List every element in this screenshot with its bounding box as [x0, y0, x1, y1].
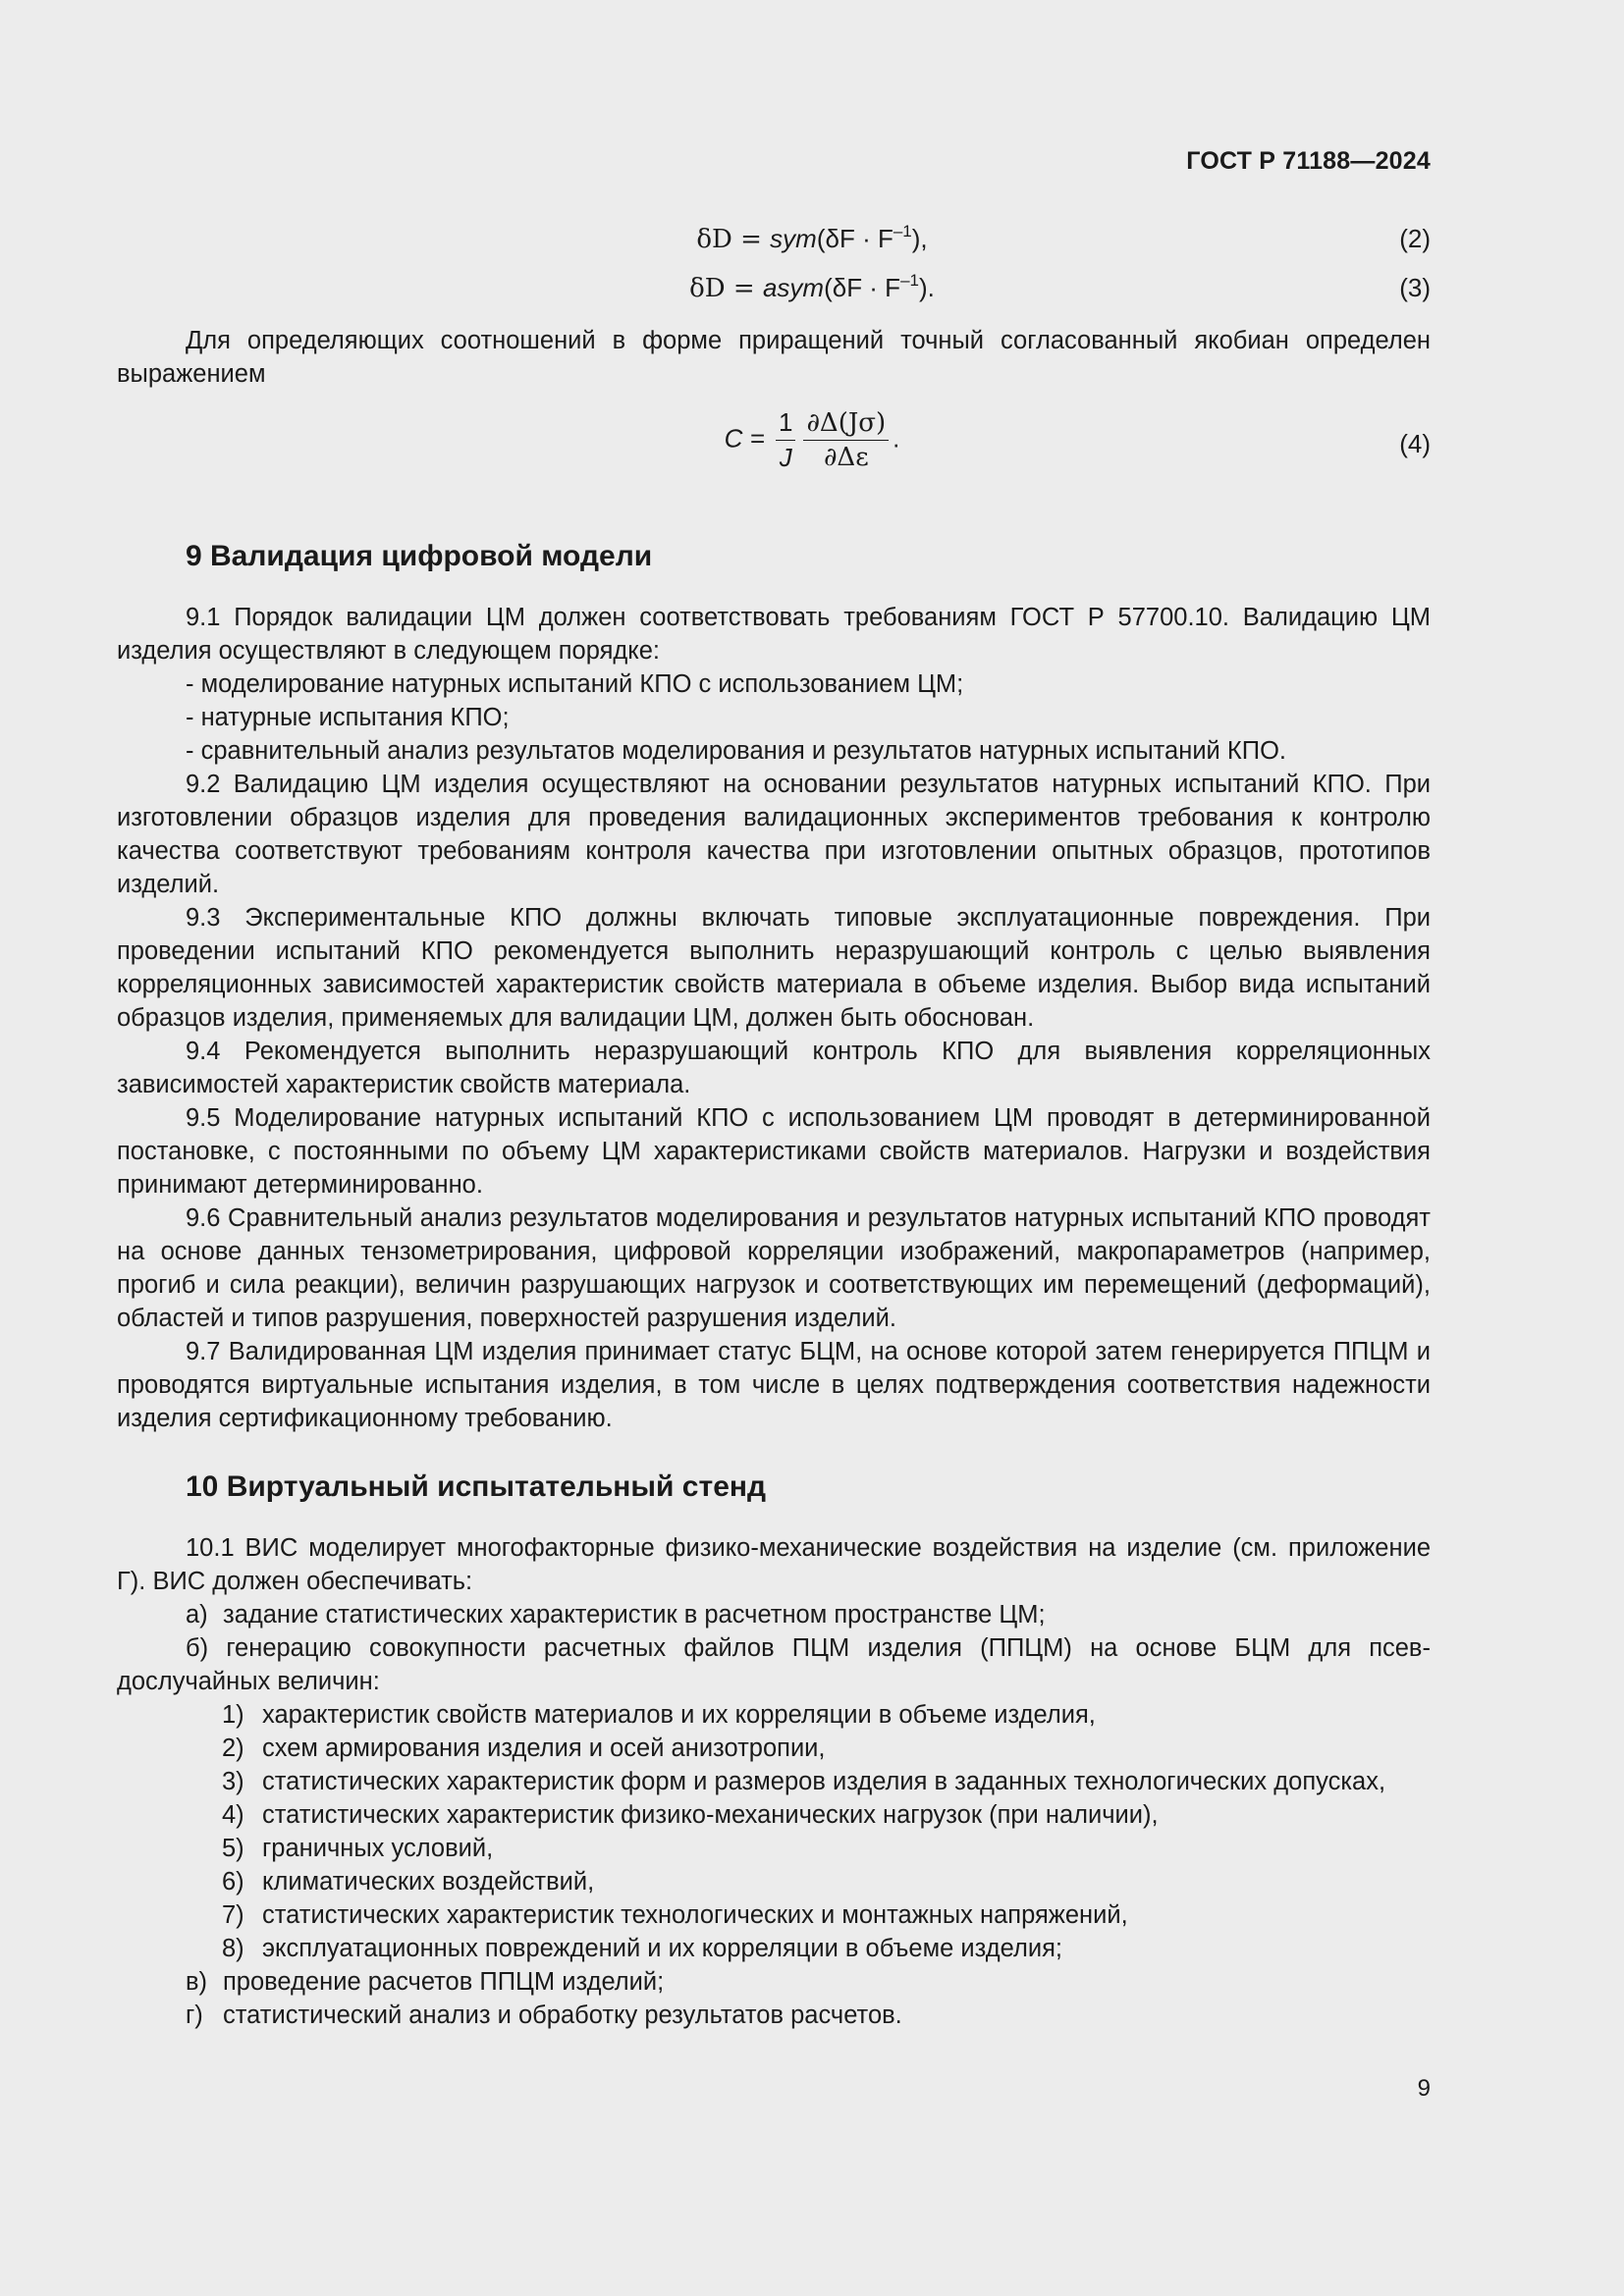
sublist-text: характеристик свойств материалов и их корреляции в объеме изделия,: [262, 1701, 1096, 1729]
intro-paragraph: Для определяющих соотношений в форме приращений точный согласованный якобиан определен выражением: [117, 327, 1431, 388]
formula-4-frac2-bottom: ∂Δε: [823, 443, 869, 472]
item-a-text: задание статистических характеристик в расчетном пространстве ЦМ;: [223, 1601, 1046, 1629]
section-10-title: 10 Виртуальный испытательный стенд: [186, 1470, 767, 1503]
item-v-marker: в): [186, 1968, 208, 1996]
sublist-text: эксплуатационных повреждений и их корреляции в объеме изделия;: [262, 1935, 1062, 1962]
formula-3-func: asym: [762, 273, 825, 302]
formula-4-frac1-bottom: J: [779, 443, 792, 472]
section-9-p5: 9.5 Моделирование натурных испытаний КПО с использованием ЦМ проводят в детерминированной постановке, с постоянными по объему ЦМ характеристиками свойств материалов. Нагрузки и воздействия принимают детерминированно.: [117, 1104, 1431, 1199]
section-9-heading-block: [117, 540, 1431, 573]
section-9-item-1: - моделирование натурных испытаний КПО с использованием ЦМ;: [186, 670, 964, 698]
document-id: ГОСТ Р 71188—2024: [1186, 147, 1431, 175]
section-10-sublist: [117, 1698, 1431, 1965]
intro-block: [117, 324, 1431, 391]
formula-2-sup: –1: [893, 222, 912, 240]
sublist-text: статистических характеристик форм и размеров изделия в заданных технологических допусках,: [262, 1768, 1386, 1795]
sublist-item: [117, 1832, 1431, 1865]
sublist-item: [117, 1932, 1431, 1965]
formula-2-arg: (δF · F: [816, 224, 893, 253]
section-9-item-2: - натурные испытания КПО;: [186, 704, 510, 731]
sublist-marker: 4): [222, 1801, 244, 1829]
sublist-marker: 6): [222, 1868, 244, 1896]
sublist-marker: 5): [222, 1835, 244, 1862]
formula-4-frac2-top: ∂Δ(Jσ): [803, 408, 889, 441]
item-v-text: проведение расчетов ППЦМ изделий;: [223, 1968, 665, 1996]
section-9-item-3: - сравнительный анализ результатов моделирования и результатов натурных испытаний КПО.: [186, 737, 1286, 765]
section-9-p6: 9.6 Сравнительный анализ результатов моделирования и результатов натурных испытаний КПО проводят на основе данных тензометрирования, цифровой корреляции изображений, макропараметров (например, прогиб и сила реакции), величин разрушающих нагрузок и соответствующих им перемещений (деформаций), областей и типов разрушения, поверхностей разрушения изделий.: [117, 1204, 1431, 1332]
formula-2: [0, 224, 1624, 263]
formula-4: [0, 407, 1624, 476]
sublist-text: схем армирования изделия и осей анизотропии,: [262, 1735, 826, 1762]
sublist-marker: 3): [222, 1768, 244, 1795]
formula-3-sup: –1: [900, 271, 919, 290]
sublist-marker: 7): [222, 1901, 244, 1929]
sublist-item: [117, 1765, 1431, 1798]
section-9-p2: 9.2 Валидацию ЦМ изделия осуществляют на основании результатов натурных испытаний КПО. При изготовлении образцов изделия для проведения валидационных экспериментов требования к контролю качества соответствуют требованиям контроля качества при изготовлении опытных образцов, прототипов изделий.: [117, 771, 1431, 898]
section-9-p4: 9.4 Рекомендуется выполнить неразрушающий контроль КПО для выявления корреляционных зависимостей характеристик свойств материала.: [117, 1038, 1431, 1098]
formula-2-func: sym: [770, 224, 817, 253]
sublist-item: [117, 1798, 1431, 1832]
formula-4-lhs: C =: [724, 423, 773, 454]
section-9-p7: 9.7 Валидированная ЦМ изделия принимает статус БЦМ, на основе которой затем генерируется ППЦМ и проводятся виртуальные испытания изделия, в том числе в целях подтверждения соответствия надежности изделия сертификационному требованию.: [117, 1338, 1431, 1432]
item-g-marker: г): [186, 2002, 203, 2029]
formula-4-number: (4): [1399, 429, 1431, 458]
formula-3-number: (3): [1399, 273, 1431, 302]
formula-3-lhs: δD =: [689, 274, 763, 303]
formula-4-frac2: [803, 408, 889, 472]
sublist-text: граничных условий,: [262, 1835, 494, 1862]
formula-4-frac1-top: 1: [776, 407, 795, 441]
sublist-item: [117, 1732, 1431, 1765]
item-b-marker: б): [186, 1634, 209, 1662]
section-10-p1: 10.1 ВИС моделирует многофакторные физико-механические воздействия на изделие (см. приложение Г). ВИС должен обеспечивать:: [117, 1534, 1431, 1595]
formula-2-close: ),: [911, 224, 928, 253]
formula-3-expr: [0, 273, 1624, 303]
formula-4-frac1: [776, 407, 795, 473]
formula-3-arg: (δF · F: [824, 273, 901, 302]
section-10-item-a: [117, 1598, 1431, 1631]
sublist-item: [117, 1865, 1431, 1898]
sublist-marker: 2): [222, 1735, 244, 1762]
formula-3: [0, 273, 1624, 312]
item-b-text: генерацию совокупности расчетных файлов ПЦМ изделия (ППЦМ) на основе БЦМ для псевдослучайных величин:: [117, 1634, 1431, 1695]
formula-2-expr: [0, 224, 1624, 254]
item-g-text: статистический анализ и обработку результатов расчетов.: [223, 2002, 902, 2029]
section-9-body: [117, 601, 1431, 1435]
formula-3-close: ).: [918, 273, 935, 302]
sublist-item: [117, 1898, 1431, 1932]
section-10-body: [117, 1531, 1431, 2032]
sublist-text: статистических характеристик технологических и монтажных напряжений,: [262, 1901, 1128, 1929]
sublist-marker: 1): [222, 1701, 244, 1729]
page-number: 9: [1417, 2075, 1431, 2102]
sublist-text: климатических воздействий,: [262, 1868, 595, 1896]
formula-2-number: (2): [1399, 224, 1431, 253]
formula-2-lhs: δD =: [696, 225, 771, 254]
section-10-item-g: [117, 1999, 1431, 2032]
sublist-marker: 8): [222, 1935, 244, 1962]
sublist-item: [117, 1698, 1431, 1732]
section-9-p3: 9.3 Экспериментальные КПО должны включать типовые эксплуатационные повреждения. При проведении испытаний КПО рекомендуется выполнить неразрушающий контроль с целью выявления корреляционных зависимостей характеристик свойств материала в объеме изделия. Выбор вида испытаний образцов изделия, применяемых для валидации ЦМ, должен быть обоснован.: [117, 904, 1431, 1032]
section-10-heading-block: [117, 1470, 1431, 1504]
section-9-title: 9 Валидация цифровой модели: [186, 540, 653, 572]
section-10-item-v: [117, 1965, 1431, 1999]
formula-4-expr: [0, 407, 1624, 473]
section-10-item-b: [117, 1631, 1431, 1698]
formula-4-end: .: [893, 423, 900, 454]
section-9-p1: 9.1 Порядок валидации ЦМ должен соответствовать требованиям ГОСТ Р 57700.10. Валидацию ЦМ изделия осуществляют в следующем порядке:: [117, 604, 1431, 665]
sublist-text: статистических характеристик физико-механических нагрузок (при наличии),: [262, 1801, 1159, 1829]
item-a-marker: а): [186, 1601, 208, 1629]
